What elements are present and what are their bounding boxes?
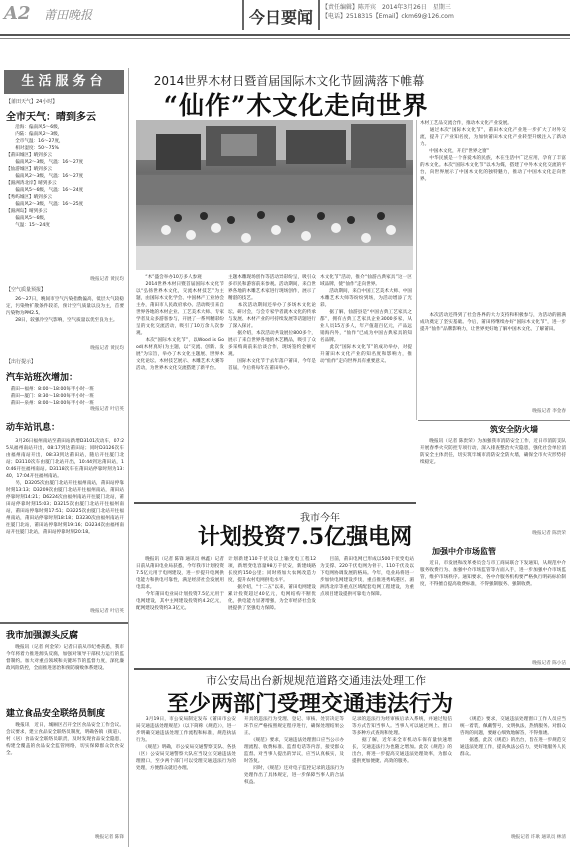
lead-col-4: 木材工艺品交流合作，推动木文化产业发展。 通过本次“国际木文化节”，莆田木文化产业进一步扩大了对外交流，提升了产业知名度，为加快莆田木文化产业转型升级注入了新动力。 中国木文化，开启“世界之窗” 中华民族是一个喜爱木的民族，木在生活中广泛应用，孕育了丰富的木文化。本次“国际木文化节”以木为媒，搭建了中外木文化交流的平台，向世界展示了中国木文化的独特魅力，推动了中国木文化走向世界。 <box>420 121 566 182</box>
traffic-col-3: 记录的违法行为经审核后录入系统，并通过短信等方式告知当事人。当事人可以通过网上、窗口等多种方式查询和处理。 据了解，近年来全市机动车保有量快速增长，交通违法行为也随之增加。此次《规范》的出台，将进一步提高交通违法处理效率，为群众提供更加便捷、高效的服务。 <box>352 717 452 764</box>
train-headline: 动车站讯息： <box>6 423 61 433</box>
header-rule <box>0 34 570 36</box>
traffic-tag: 【出行提示】 <box>6 359 37 365</box>
agency-market-body: 近日，市发展和改革委员会与市工商局联合下发通知，从规范中介服务收费行为、加强中介市场监管等方面入手，进一步加强中介市场监管，维护市场秩序。通知要求，各中介服务机构要严格执行明码标价制度，不得擅自提高收费标准，不得强制服务、强制收费。 <box>420 561 566 587</box>
bus-headline: 汽车站班次增加： <box>6 373 79 383</box>
page-number: A2 <box>4 3 31 24</box>
lead-subtitle: 2014世界木材日暨首届国际木文化节圆满落下帷幕 <box>153 74 425 88</box>
agency-market-headline: 加强中介市场监管 <box>432 547 496 556</box>
right-divider <box>418 420 570 421</box>
air-quality-tag: 【空气质量预报】 <box>6 287 47 293</box>
sidebar-rule <box>128 68 129 847</box>
fire-safety-signature: 晚报记者 陈贵荣 <box>532 531 566 536</box>
traffic-col-4: 《规范》要求，交通违法处理窗口工作人员应当统一着装，佩戴警号，文明执法，热情服务。对群众咨询的问题，要耐心细致地解答，不得推诿。 据悉，此次《规范》的出台，旨在进一步规范交通违法处理工作，提高执法公信力，更好地服务人民群众。 <box>460 717 566 757</box>
contact-line: 【电话】2518315【Email】ckm69@126.com <box>322 13 454 20</box>
sidebar-title: 生活服务台 <box>4 70 124 94</box>
traffic-col-1: 3月19日，市公安局制定发布《莆田市公安局交通违法处理规范》（以下简称《规范》），进一步明确交通违法处理工作流程和标准，规范执法行为。 《规范》明确，市公安局交通警察支队、各县（区）公安局交通警察大队应当设立交通违法处理窗口，至少两个部门可以受理交通违法行为的处理，方便群众就近办理。 <box>136 717 236 771</box>
weather-body: 沿海：偏南风5～6级， 内陆：偏南风2～3级， 全市气温：16～27度， 相对湿度：50～75% 【莆田城区】晴到多云 偏南风2～3级，气温：16～27度 【仙游城区】晴到多云 偏南风2～3级，气温：16～27度 【湄洲湾北岸】晴到多云 偏南风5～6级，气温：16～24度 【秀屿城区】晴到多云 偏南风2～3级，气温：16～25度 【湄洲岛】晴到多云 偏南风5～6级， 气温：15～24度 <box>6 125 84 228</box>
air-quality-body: 26～27日，晚间市空气污染指数偏高，低层大气较稳定，污染物扩散条件较差，预计空气质量以良为主，首要污染物为PM2.5。 28日，较强冷空气影响，空气质量以优至良为主。 <box>6 297 124 323</box>
lead-col-rule <box>416 120 417 420</box>
bus-body: 莆田—福州：8:00～18:00每半小时一班 莆田—厦门：8:30～18:00每半小时一班 莆田—泉州：8:00～18:00每半小时一班 <box>10 387 94 406</box>
lead-signature: 晚报记者 李金春 <box>532 409 566 414</box>
agency-market-signature: 晚报记者 陈小洁 <box>532 661 566 666</box>
fire-safety-headline: 筑安全防火墙 <box>490 425 538 434</box>
newspaper-brand: 莆田晚报 <box>44 8 93 22</box>
sidebar-divider <box>0 622 128 624</box>
train-signature: 晚报记者 叶启英 <box>90 609 124 614</box>
lead-title: “仙作”木文化走向世界 <box>163 91 429 120</box>
editor-line: 【责任编辑】陈开宾 2014年3月26日 星期三 <box>322 4 451 11</box>
food-safety-body: 晚报讯 近日，城厢区召开全区食品安全工作会议。会议要求，建立食品安全联络员制度，明确各镇（街道）、村（居）食品安全联络员职责，及时发现食品安全隐患，构建全覆盖的食品安全监管网络，切实保障群众饮食安全。 <box>6 723 124 756</box>
lead-photo <box>136 120 413 270</box>
lead-col-4-extra: 本次活动还得到了社会各界的大力支持和积极参与，为活动的圆满成功奠定了坚实基础。今后，莆田将继续办好“国际木文化节”，进一步提升“仙作”品牌影响力，让世界更好地了解中国木文化、了解莆田。 <box>420 313 566 332</box>
weather-signature: 晚报记者 黄民均 <box>90 277 124 282</box>
investment-title: 计划投资7.5亿强电网 <box>197 524 413 550</box>
wood-festival-photo-illustration <box>136 120 413 270</box>
traffic-signature: 晚报记者 许耿 通讯员 林清 <box>511 835 566 840</box>
investment-col-1: 晚报讯（记者 陈锋 通讯员 林鑫）记者日前从莆田电业局获悉，今年我市计划投资7.5亿元用于电网建设，进一步提升电网供电能力和供电可靠性，满足经济社会发展用电需求。 今年莆田电业局计划投资7.5亿元用于电网建设，其中主网建设投资约4.2亿元，配网建设投资约3.3亿元。 <box>136 557 224 611</box>
bus-signature: 晚报记者 叶启英 <box>90 407 124 412</box>
traffic-col-2: 开具的违法行为受理、登记、审核、处罚决定等环节应严格按照规定程序进行，确保处理结果公正。 《规范》要求，交通违法处理窗口应当公示办理流程、收费标准、监督电话等内容，接受群众监督。对当事人提出的异议，应当认真核实，及时答复。 同时，《规范》还对电子监控记录的违法行为处理作出了具体规定，进一步保障当事人的合法权益。 <box>244 717 344 785</box>
investment-subtitle: 我市今年 <box>300 513 340 524</box>
investment-col-3: 目前，莆田电网已形成以500千伏变电站为支撑、220千伏电网为骨干、110千伏及以下电网协调发展的格局。今年，电业局将进一步加快电网建设步伐，重点推进秀屿港区、湄洲湾北岸等重点区域配套电网工程建设，为重点项目建设提供可靠电力保障。 <box>320 557 414 597</box>
investment-col-2: 计划新建110千伏及以上输变电工程12项，新增变电容量98万千伏安，新建线路长度约150公里；同时将加大农网改造力度，提升农村电网供电水平。 据介绍，“十二五”以来，莆田电网建设累计投资超过40亿元，电网结构不断优化，供电能力显著增强，为全市经济社会发展提供了坚强电力保障。 <box>228 557 316 611</box>
editor-info <box>322 3 454 21</box>
lead-col-2: 主题木雕现场创作等活动异彩纷呈，吸引众多市民和游客前来参观。活动期间，来自世界各地的木雕艺术家进行现场创作，展示了精湛的技艺。 本次活动期间还举办了多场木文化论坛、研讨会，与会专家学者就木文化的传承与发展、木材产业的可持续发展等话题进行了深入探讨。 据介绍，本次活动共设展位800多个，展示了来自世界各地的木艺精品，吸引了众多采购商前来洽谈合作，现场签约金额可观。 国际木文化节于去年落户莆田，今年是首届，今后将每年在莆田举办。 <box>228 275 316 371</box>
fire-safety-body: 晚报讯（记者 陈贵荣）为加强我市消防安全工作，近日市消防支队开展春季火灾防控专项行动，深入排查整治火灾隐患，强化社会单位消防安全主体责任，切实筑牢城市消防安全防火墙，确保全市火灾形势持续稳定。 <box>420 439 566 465</box>
traffic-title: 至少两部门受理交通违法行为 <box>166 691 453 717</box>
weather-tag: 【莆田天气】24小时】 <box>6 99 58 105</box>
anticorruption-headline: 我市加强源头反腐 <box>6 631 79 641</box>
train-body: 3月26日福州南站至莆田站新增D3101次动车，07:25从福州南站开出，08:17到达莆田站；同时D3126次车由福州南站开出，08:33到达莆田站，随后开往厦门北站；D3110次车由厦门北站开出，10:44到达莆田站，10:46开往福州南站。D3118次车在莆田站停靠时刻为13:40，17:04开往福州南站。 另，D3205次由厦门北站开往福州南站，莆田站停靠时刻13:13；D3209次由厦门北站开往福州南站，莆田站停靠时刻14:21；D6224次由福州南站开往厦门北站，莆田站停靠时刻15:03；D3215次由厦门北站开往福州南站，莆田站停靠时刻17:51；D3225次由厦门北站开往福州南站，莆田站停靠时刻18:18；D3230次由福州南站开往厦门北站，莆田站停靠时刻19:16；D3234次由福州南站开往厦门北站，莆田站停靠时刻20:18。 <box>6 439 124 535</box>
anticorruption-body: 晚报讯（记者 何金荣）记者日前从市纪委获悉，我市今年将着力推进源头反腐，加强对领导干部权力运行的监督制约。加大对重点领域和关键环节的监督力度，深化廉政风险防控，全面推进惩治和预防腐败体系建设。 <box>6 645 124 671</box>
food-safety-headline: 建立食品安全联络员制度 <box>6 709 106 719</box>
page-header <box>0 0 570 38</box>
food-safety-signature: 晚报记者 陈锋 <box>94 835 124 840</box>
lead-col-1: “木”盛会举办10万多人参观 2014世界木材日暨首届国际木文化节以“弘扬世界木文化，交流木材技艺”为主题，由国际木文化学会、中国林产工业协会主办，莆田市人民政府承办。活动吸引来自世界各地的木材企业、工艺美术大师、专家学者及众多游客参与，开展了一系列精彩纷呈的文化交流活动，吸引了10万余人次参观。 本次“国际木文化节”，以Wood is Good(木材真好)为主题，以“交流、创新、发展”为宗旨，举办了木文化主题展、世界木文化论坛、木材技艺展示、木雕艺术大赛等活动，为世界木文化交流搭建了新平台。 <box>136 275 224 371</box>
section-title: 今日要闻 <box>248 8 313 27</box>
air-quality-signature: 晚报记者 黄民均 <box>90 346 124 351</box>
lead-col-3: 木文化节”活动，推介“仙游古典家具”这一区域品牌，使“仙作”走向世界。 活动期间，来自中国工艺美术大师、中国木雕艺术大师等纷纷到场，为活动增添了光彩。 据了解，仙游县是“中国古典工艺家具之都”，拥有古典工艺家具企业3000多家，从业人员15万多人，年产值超百亿元，产品远销海内外，“仙作”已成为中国古典家具的知名品牌。 此次“国际木文化节”的成功举办，对提升莆田木文化产业的知名度和影响力，推动“仙作”走向世界具有重要意义。 <box>320 275 412 364</box>
traffic-rule <box>134 668 570 670</box>
weather-headline: 全市天气：晴到多云 <box>6 112 96 123</box>
traffic-subtitle: 市公安局出台新规规范道路交通违法处理工作 <box>206 674 426 687</box>
header-rule-thin <box>0 38 570 39</box>
